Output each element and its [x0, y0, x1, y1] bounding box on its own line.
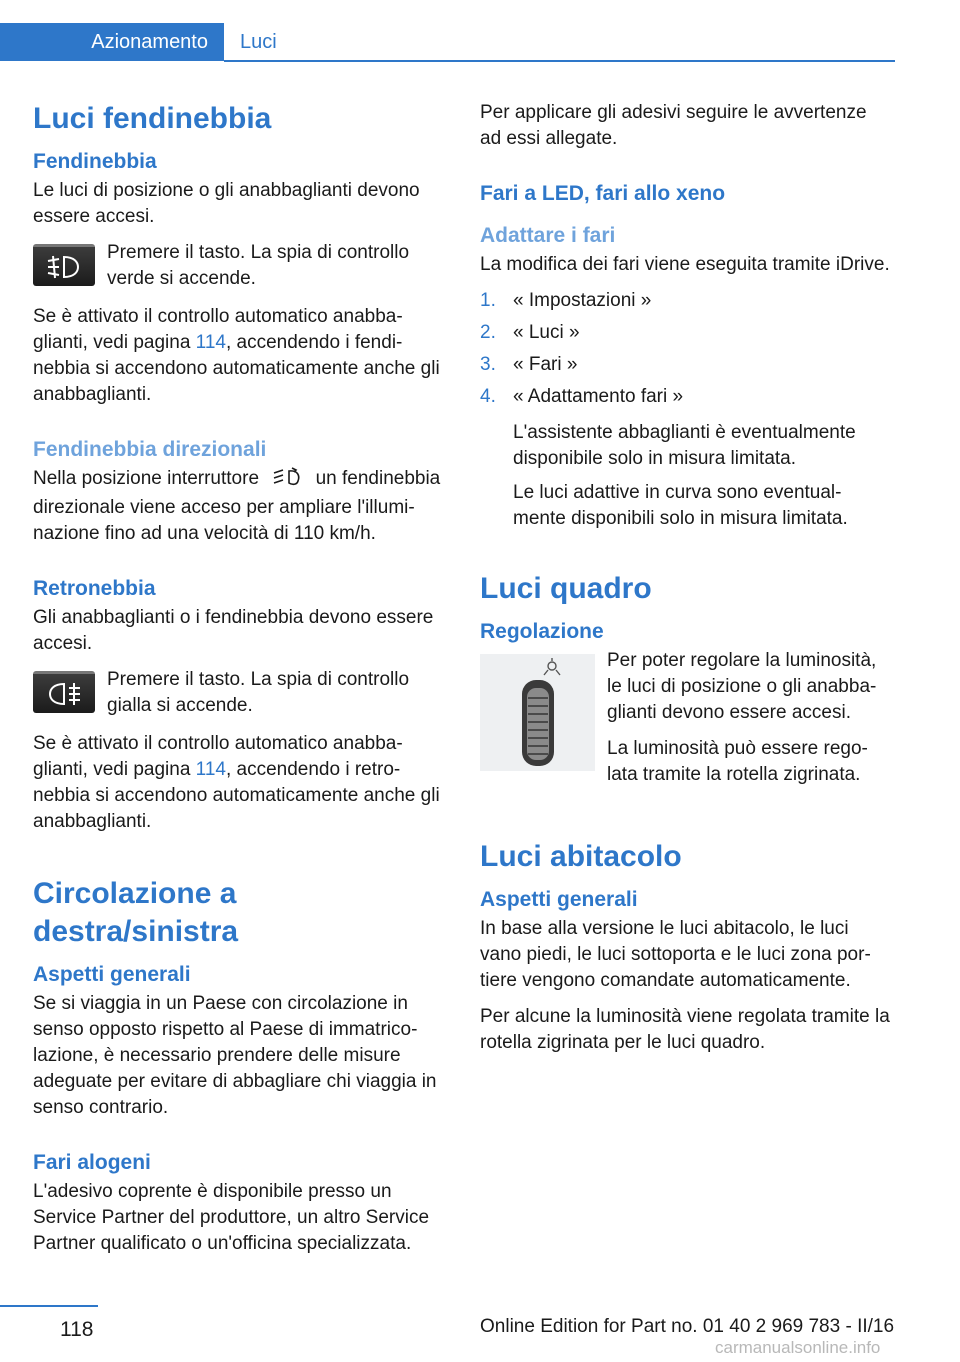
section-title-luci-fendinebbia: Luci fendinebbia	[33, 102, 272, 135]
icon-instruction	[33, 667, 448, 719]
heading-fendinebbia: Fendinebbia	[33, 150, 157, 173]
list-item: 2. « Luci »	[480, 322, 580, 343]
paragraph: Se è attivato il controllo automatico anabba‐glianti, vedi pagina 114, accendendo i fendi‐nebbia si accendono automaticamente anche gli anabbaglianti.	[33, 306, 440, 405]
paragraph: Nella posizione interruttore un fendinebbia direzionale viene acceso per ampliare l'illumi‐nazione fino ad una velocità di 110 km/h.	[33, 468, 441, 544]
tab-azionamento[interactable]: Azionamento	[0, 23, 224, 61]
paragraph: La luminosità può essere rego‐lata tramite la rotella zigrinata.	[607, 738, 868, 785]
instruction-text: Premere il tasto. La spia di controllo verde si accende.	[107, 242, 410, 289]
instruction-text: Premere il tasto. La spia di controllo gialla si accende.	[107, 669, 410, 716]
section-title-circolazione: Circolazione a destra/sinistra	[33, 877, 239, 948]
heading-retronebbia: Retronebbia	[33, 577, 156, 600]
list-item: 4. « Adattamento fari »	[480, 386, 684, 407]
step-note: Le luci adattive in curva sono eventual‐mente disponibili solo in misura limitata.	[513, 482, 848, 529]
header-divider	[224, 60, 895, 62]
steps-list	[480, 288, 890, 410]
cornering-fog-light-icon	[272, 467, 302, 495]
paragraph: Se si viaggia in un Paese con circolazione in senso opposto rispetto al Paese di immatrico‐lazione, è necessario prendere delle misure adeguate per evitare di abbagliare chi viaggia in senso contrario.	[33, 993, 437, 1118]
dimmer-instruction	[480, 648, 890, 798]
paragraph: Per poter regolare la luminosità, le luci di posizione o gli anabba‐glianti devono essere accesi.	[607, 650, 877, 723]
icon-instruction	[33, 240, 448, 292]
watermark: carmanualsonline.info	[715, 1338, 881, 1357]
tab-luci[interactable]: Luci	[240, 30, 277, 53]
paragraph: L'adesivo coprente è disponibile presso un Service Partner del produttore, un altro Service Partner qualificato o un'officina specializzata.	[33, 1181, 430, 1254]
left-column	[33, 100, 448, 1267]
heading-regolazione: Regolazione	[480, 620, 604, 643]
paragraph: Le luci di posizione o gli anabbaglianti devono essere accesi.	[33, 180, 420, 227]
heading-fendinebbia-direzionali: Fendinebbia direzionali	[33, 438, 267, 461]
heading-adattare-i-fari: Adattare i fari	[480, 224, 616, 247]
heading-fari-led-xeno: Fari a LED, fari allo xeno	[480, 182, 726, 205]
paragraph: Se è attivato il controllo automatico anabba‐glianti, vedi pagina 114, accendendo i retro‐nebbia si accendono automaticamente anche gli anabbaglianti.	[33, 733, 440, 832]
right-column	[480, 100, 890, 1066]
edition-text: Online Edition for Part no. 01 40 2 969 783 - II/16	[480, 1316, 895, 1337]
heading-aspetti-generali: Aspetti generali	[480, 888, 638, 911]
paragraph: Per applicare gli adesivi seguire le avvertenze ad essi allegate.	[480, 102, 867, 149]
paragraph: La modifica dei fari viene eseguita tramite iDrive.	[480, 254, 890, 275]
paragraph: In base alla versione le luci abitacolo, le luci vano piedi, le luci sottoporta e le luci zona por‐tiere vengono comandate automaticamente.	[480, 918, 871, 991]
page-link[interactable]: 114	[195, 332, 226, 353]
list-item: 3. « Fari »	[480, 354, 578, 375]
heading-fari-alogeni: Fari alogeni	[33, 1151, 151, 1174]
dimmer-wheel-icon	[480, 654, 595, 771]
header-bar	[0, 23, 895, 61]
paragraph: Gli anabbaglianti o i fendinebbia devono essere accesi.	[33, 607, 434, 654]
section-title-luci-quadro: Luci quadro	[480, 572, 652, 605]
page-link[interactable]: 114	[195, 759, 226, 780]
list-item: 1. « Impostazioni »	[480, 290, 652, 311]
step-note: L'assistente abbaglianti è eventualmente disponibile solo in misura limitata.	[513, 422, 856, 469]
front-fog-light-icon	[33, 244, 95, 286]
section-title-luci-abitacolo: Luci abitacolo	[480, 840, 682, 873]
paragraph: Per alcune la luminosità viene regolata tramite la rotella zigrinata per le luci quadro.	[480, 1006, 890, 1053]
footer-divider	[0, 1305, 98, 1307]
rear-fog-light-icon	[33, 671, 95, 713]
heading-aspetti-generali: Aspetti generali	[33, 963, 191, 986]
page-number: 118	[60, 1318, 94, 1341]
